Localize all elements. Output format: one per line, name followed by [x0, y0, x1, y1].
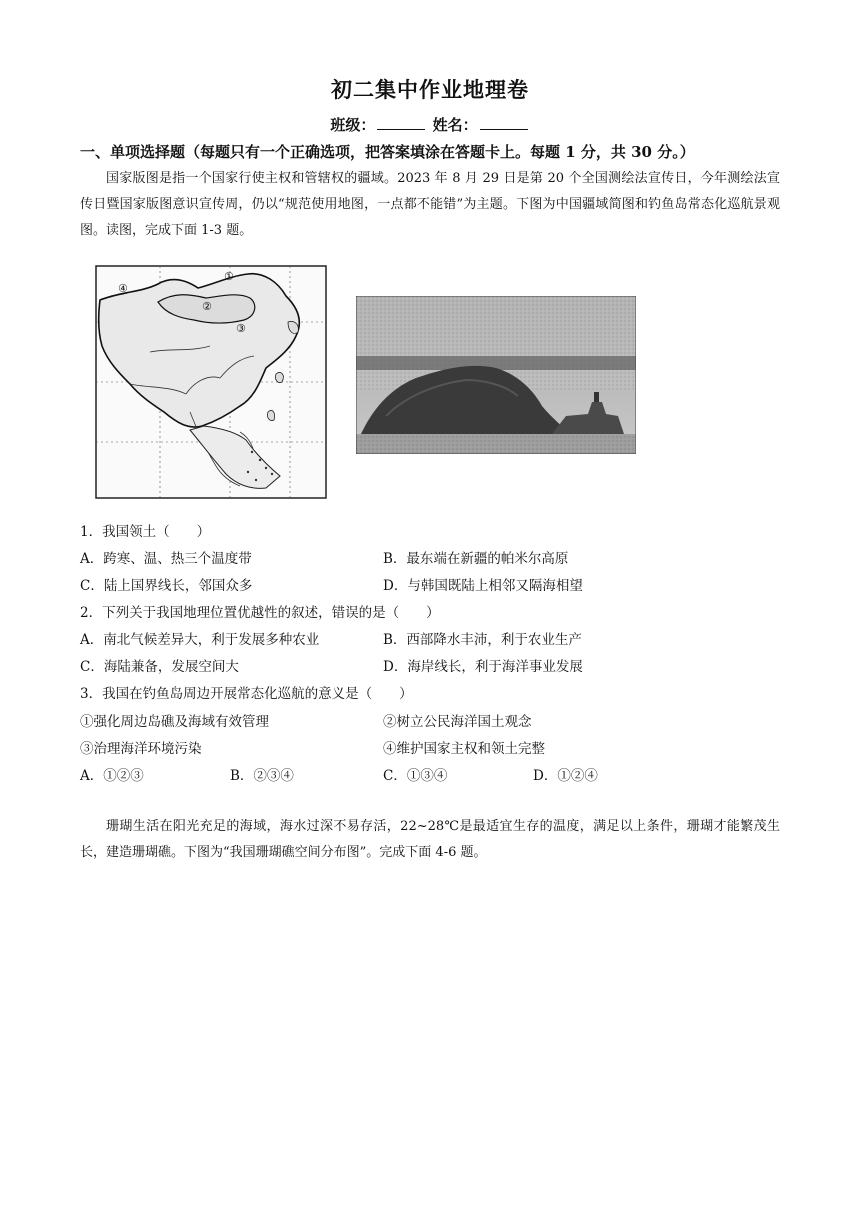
- question-3-option-a[interactable]: A．①②③: [80, 768, 144, 784]
- class-name-line: [0, 114, 860, 135]
- question-3-statement-1: ①强化周边岛礁及海域有效管理: [80, 714, 269, 730]
- question-2-option-c[interactable]: C．海陆兼备，发展空间大: [80, 659, 239, 675]
- diaoyu-patrol-photo: [356, 296, 636, 454]
- question-2-option-d[interactable]: D．海岸线长，利于海洋事业发展: [383, 659, 583, 675]
- question-2-stem: 2．下列关于我国地理位置优越性的叙述，错误的是（ ）: [80, 605, 440, 621]
- passage-1: 国家版图是指一个国家行使主权和管辖权的疆域。2023 年 8 月 29 日是第 20 个全国测绘法宣传日，今年测绘法宣传日暨国家版图意识宣传周，仍以“规范使用地图，一点都不能错”为主题。下图为中国疆域简图和钓鱼岛常态化巡航景观图。读图，完成下面 1-3 题。: [80, 171, 780, 238]
- question-2-option-a[interactable]: A．南北气候差异大，利于发展多种农业: [80, 632, 320, 648]
- photo-svg: [356, 296, 636, 454]
- map-svg: [90, 262, 332, 502]
- question-1-option-b[interactable]: B．最东端在新疆的帕米尔高原: [383, 551, 569, 567]
- question-1-option-a[interactable]: A．跨寒、温、热三个温度带: [80, 551, 252, 567]
- china-territory-map: [90, 262, 332, 502]
- class-label: 班级：: [330, 116, 376, 134]
- question-1-option-c[interactable]: C．陆上国界线长，邻国众多: [80, 578, 253, 594]
- question-3-statement-4: ④维护国家主权和领土完整: [383, 741, 545, 757]
- map-mark-4: ④: [118, 282, 128, 295]
- question-3-option-c[interactable]: C．①③④: [383, 768, 448, 784]
- map-mark-3: ③: [236, 322, 246, 335]
- map-mark-2: ②: [202, 300, 212, 313]
- question-2-option-b[interactable]: B．西部降水丰沛，利于农业生产: [383, 632, 582, 648]
- question-3-statement-2: ②树立公民海洋国土观念: [383, 714, 532, 730]
- exam-title: 初二集中作业地理卷: [331, 77, 529, 102]
- map-mark-1: ①: [224, 270, 234, 283]
- name-label: 姓名：: [432, 116, 478, 134]
- question-3-statement-3: ③治理海洋环境污染: [80, 741, 202, 757]
- section-title: 一、单项选择题（每题只有一个正确选项，把答案填涂在答题卡上。每题 1 分，共 30 分。）: [80, 143, 695, 161]
- class-blank[interactable]: [377, 115, 425, 130]
- question-3-stem: 3．我国在钓鱼岛周边开展常态化巡航的意义是（ ）: [80, 686, 413, 702]
- question-1-option-d[interactable]: D．与韩国既陆上相邻又隔海相望: [383, 578, 583, 594]
- question-3-option-d[interactable]: D．①②④: [533, 768, 598, 784]
- question-1-stem: 1．我国领土（ ）: [80, 524, 211, 540]
- name-blank[interactable]: [480, 115, 528, 130]
- question-3-option-b[interactable]: B．②③④: [230, 768, 294, 784]
- passage-2: 珊瑚生活在阳光充足的海域，海水过深不易存活，22~28℃是最适宜生存的温度，满足以上条件，珊瑚才能繁茂生长，建造珊瑚礁。下图为“我国珊瑚礁空间分布图”。完成下面 4-6 题。: [80, 819, 780, 860]
